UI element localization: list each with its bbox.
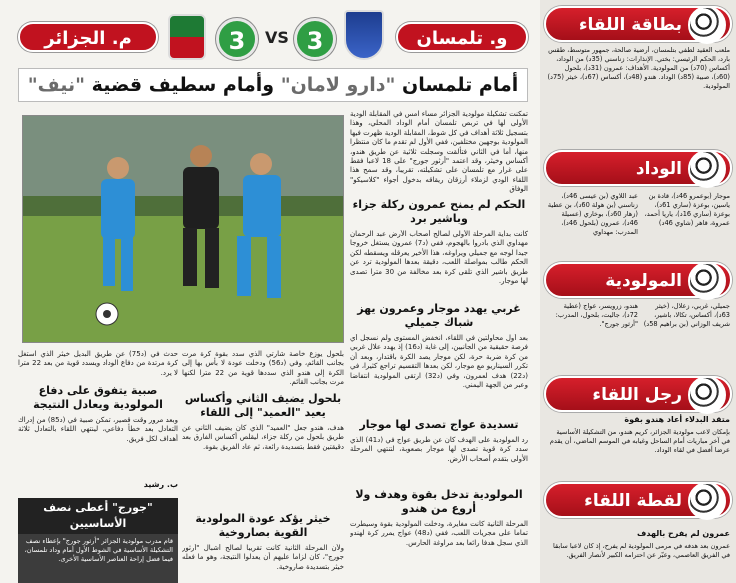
mcalger-title: المولودية bbox=[605, 271, 682, 291]
player-icon bbox=[688, 482, 726, 520]
article-subhead-3: تسديدة عواج تصدى لها موجار bbox=[359, 418, 519, 431]
wedad-lineup bbox=[546, 192, 730, 256]
match-card-banner bbox=[544, 6, 732, 42]
away-score: 3 bbox=[216, 18, 258, 60]
col2-paragraph-1: بلحول يوزع خاصة شارتي الذي سدد بقوة كرة مرت بجانب القائم، وفي (د56) ودخلت عودة لا بأس بها إلى الكرة إلى هندو الذي سددها قوية من 22 مترا لكنها مرت بجانب القائم. bbox=[182, 350, 344, 387]
wedad-title: الوداد bbox=[635, 159, 682, 179]
article-subhead-4: المولودية تدخل بقوة وهدف ولا أروع من هندو bbox=[355, 488, 523, 515]
headline-quote2: "نيف" bbox=[27, 74, 86, 96]
col2-subhead-2: خيثر يؤكد عودة المولودية القوية بصاروخية bbox=[195, 512, 331, 539]
moment-title: لقطة اللقاء bbox=[584, 491, 682, 511]
wedad-lineup-right: موجار (بوعمرو 46د)، قادة بن ياسين، بوعزة (ساري 61د)، بوعزة (ساري 16د)، ياريا أحمد، عمروة، قاهر (شاوي 46د) bbox=[644, 192, 730, 227]
article-paragraph-4: المرحلة الثانية كانت مغايرة، ودخلت المولودية بقوة وسيطرت تماما على مجريات اللعب، ففي (د48) عواج يمرر كرة لهندو الذي سجل هدفا رائعا بعد مراوغة الحارس. bbox=[350, 520, 528, 547]
match-photo bbox=[22, 115, 344, 343]
headline-part2: وأمام سطيف قضية bbox=[85, 74, 281, 96]
moment-text: عمرون بعد هدفه في مرمى المولودية لم يفرح، إذ كان لاعبا سابقا في الفريق العاصمي، وعبّر عن احترامه الكبير لأنصار الفريق. bbox=[553, 542, 730, 559]
football-icon bbox=[688, 6, 726, 44]
col2-paragraph-2: هدف، هندو جعل "العميد" الذي كان يضيف الثاني عن طريق بلحول من ركلة جزاء، ليقلص أكساس الفارق بعد دقيقتين فقط بتسديدة رائعة، ثم عاد الفريق بقوة. bbox=[182, 424, 344, 451]
man-of-match-text: بإمكان لاعب مولودية الجزائر، كريم هندو، من التشكيلة الأساسية في آخر مباريات أمام الساحل وغيابه في الموسم الماضي، أن يقدم عرضا أفضل في لقاء الوداد. bbox=[549, 428, 730, 454]
vs-label: VS bbox=[265, 28, 289, 47]
article-subhead-1: الحكم لم يمنح عمرون ركلة جزاء وباشير برد bbox=[352, 198, 526, 225]
wedad-lineup-left: عبد اللاوي (بن عيسى 46د)، زناسني (بن هولة 60د)، بن عطية (زهار 60د)، بوخاري (عسيلة 46د)، عمرون (بلحول 46د)، المدرب: مهداوي bbox=[547, 192, 638, 236]
match-card-text: ملعب العقيد لطفي بتلمسان، أرضية صالحة، جمهور متوسط، طقس بارد، الحكم الرئيسي: بختي. الإنذارات: زناسني (35د) من الوداد، أكساس (70د) من المولودية. الأهداف: عمرون (31د)، بلحول (60د)، صبية (85د) الوداد. هندو (48د)، أكساس (67د)، خيثر (75د) المولودية. bbox=[547, 46, 730, 90]
moment-banner bbox=[544, 482, 732, 518]
box-title: "جورج" أعطى نصف الأساسيين bbox=[18, 498, 178, 534]
away-team-name: م. الجزائر bbox=[18, 22, 158, 52]
player-icon bbox=[688, 376, 726, 414]
players-illustration bbox=[23, 116, 344, 343]
col2-paragraph-3: ولأن المرحلة الثانية كانت تقريبا لصالح أشبال "أرثور جورج"، كان لزاما عليهم أن يعدلوا النتيجة، وهو ما فعله خيثر بتسديدة صاروخية. bbox=[182, 544, 344, 571]
page-title bbox=[18, 68, 528, 102]
scoreboard bbox=[18, 8, 528, 64]
match-sidebar bbox=[540, 0, 736, 583]
sidebar-box bbox=[18, 498, 178, 583]
mcalger-lineup-right: جميلي، غربي، زعلال، (خيثر 63د)، أكساس، تكالا، باشير، شريف الوزاني (بن براهيم 58د) bbox=[643, 302, 730, 328]
wedad-banner bbox=[544, 150, 732, 186]
headline-quote1: "دارو لامان" bbox=[280, 74, 396, 96]
wa-tlemcen-crest bbox=[344, 10, 384, 60]
author-signature: ب. رشيد bbox=[143, 480, 178, 489]
man-of-match-title: رجل اللقاء bbox=[592, 385, 682, 405]
man-of-match-banner bbox=[544, 376, 732, 412]
col2-subhead-1: بلحول يضيف الثاني وأكساس يعيد "العميد" إلى اللقاء bbox=[184, 392, 342, 419]
article-paragraph-2: بعد أول محاولتين في اللقاء، انخفض المستوى ولم نسجل أي فرصة حقيقية من الجانبين، إلى غاية (د16) إذ يهدد علال غربي من كرة ضربة حرة، لكن موجار يصد الكرة باقتدار، وبعد أن تكرر السيناريو مع موجار، لكن بعدها التقسيم تراجع كثيرا، في (د22) هدف لعمرون، وفي (د32) ارتقى المولودية انتفاضا وعبر من الجهة اليمني. bbox=[350, 334, 528, 390]
col3-paragraph-2: وبعد مرور وقت قصير، تمكن صبية في (د85) من إدراك التعادل بعد خطأ دفاعي، لينتهي اللقاء بالتعادل ثلاثة أهداف لكل فريق. bbox=[18, 416, 178, 443]
article-intro: تمكنت تشكيلة مولودية الجزائر مساء امس في المقابلة الودية الأولى لها في تربص تلمسان أمام الوداد المحلي، وهذا بتسجيل ثلاثة أهداف في كل شوط، المقابلة الودية ظهرت فيها المولودية بوجهين مختلفين، ففي الأول لم تقدم ما كان منتظرا منها، أما في الثاني فتألقت وسجلت ثلاثية عن طريق هندو، أكساس وخيثر، وقد اعتمد "أرثور جورج" على 18 لاعبا فقط على غرار مع تلمسان على تشكيلته، تقريبا، وقد سمح هذا اللقاء الودي لزملاء أرزقان ريقاقه بدخول أجواء "كلاسيكو" الوفاق bbox=[350, 110, 528, 194]
mc-alger-crest bbox=[168, 14, 206, 60]
football-icon bbox=[688, 262, 726, 300]
mcalger-lineup-left: هندو، زرويسر، عواج (عطية 72د)، جاليت، بلحول، المدرب: "أرثور جورج". bbox=[555, 302, 638, 328]
headline-part1: أمام تلمسان bbox=[395, 74, 519, 96]
article-subhead-2: غربي يهدد موجار وعمرون يهز شباك جميلي bbox=[357, 302, 521, 329]
col3-subhead-1: صبية يتفوق على دفاع المولودية ويعادل النتيجة bbox=[33, 384, 163, 411]
article-paragraph-1: كانت بداية المرحلة الأولى لصالح أصحاب الأرض عبد الرحمان مهداوي الذي بادروا بالهجوم، ففي (د7) عمرون يستغل خروجا جيدا لوجه مع جميلي ويراوغه، هذا الأخير يعرقله ويسقطه لكن الحكم طالب بمواصلة اللعب، دقيقة بعدها المولودية ترد عن طريق باشير الذي تلقى كرة بعد مخالفة من 30 مترا تصدى لها موجار. bbox=[350, 230, 528, 286]
article-paragraph-3: رد المولودية على الهدف كان عن طريق عواج في (د41) الذي سدد كرة قوية تصدى لها موجار بصعوبة، لتنتهي المرحلة الأولى بتقدم أصحاب الأرض. bbox=[350, 436, 528, 463]
man-of-match-subtitle: متقد البدلاء أعاد هندو بقوة bbox=[624, 415, 730, 424]
match-card-title: بطاقة اللقاء bbox=[578, 15, 682, 35]
mcalger-lineup bbox=[546, 302, 730, 370]
moment-subtitle: عمرون لم يفرح بالهدف bbox=[637, 529, 730, 538]
home-score: 3 bbox=[294, 18, 336, 60]
col3-paragraph-1: حدث في (د75) عن طريق البديل خيثر الذي استغل كرة مرتدة من دفاع الوداد ويسدد قوية من بعد 22 مترا لا يرد. bbox=[18, 350, 178, 377]
home-team-name: و. تلمسان bbox=[396, 22, 528, 52]
box-text: قام مدرب مولودية الجزائر "أرثور جورج" بإعطاء نصف التشكيلة الأساسية في الشوط الأول أمام وداد تلمسان، فيما فضل إراحة العناصر الأساسية الأخرى. bbox=[24, 537, 173, 563]
football-icon bbox=[688, 150, 726, 188]
mcalger-banner bbox=[544, 262, 732, 298]
